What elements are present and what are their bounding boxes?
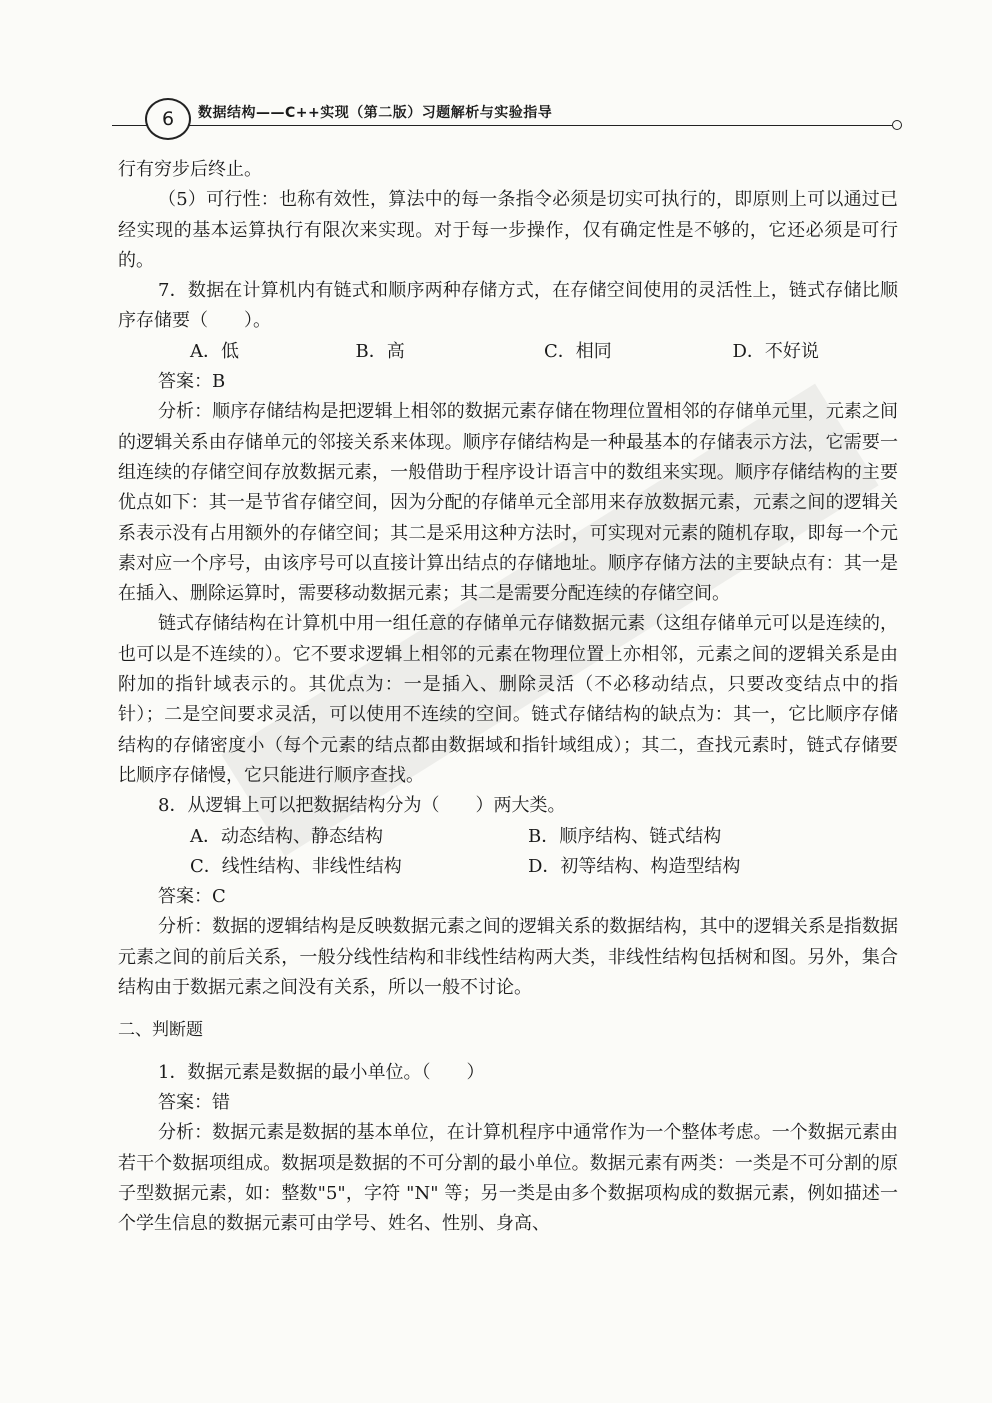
page-body — [118, 155, 898, 1239]
option-b: B．顺序结构、链式结构 — [528, 825, 722, 847]
question-7-analysis-cont: 链式存储结构在计算机中用一组任意的存储单元存储数据元素（这组存储单元可以是连续的，也可以是不连续的）。它不要求逻辑上相邻的元素在物理位置上亦相邻，元素之间的逻辑关系是由附加的指针域表示的。其优点为：一是插入、删除灵活（不必移动结点，只要改变结点中的指针）；二是空间要求灵活，可以使用不连续的空间。链式存储结构的缺点为：其一，它比顺序存储结构的存储密度小（每个元素的结点都由数据域和指针域组成）；其二，查找元素时，链式存储要比顺序存储慢，它只能进行顺序查找。 — [118, 613, 898, 786]
question-8-options-row2 — [118, 852, 898, 882]
header-rule — [112, 125, 892, 126]
question-8: 8．从逻辑上可以把数据结构分为（ ）两大类。 — [158, 795, 566, 817]
question-7: 7．数据在计算机内有链式和顺序两种存储方式，在存储空间使用的灵活性上，链式存储比顺序存储要（ ）。 — [118, 280, 898, 332]
option-a: A．动态结构、静态结构 — [190, 825, 383, 847]
header-rule-end — [892, 120, 902, 130]
option-a: A．低 — [190, 340, 239, 362]
page-number: 6 — [145, 98, 191, 140]
section-title: 二、判断题 — [118, 1020, 203, 1041]
question-7-answer: 答案：B — [158, 371, 226, 393]
judge-question-1-analysis: 分析：数据元素是数据的基本单位，在计算机程序中通常作为一个整体考虑。一个数据元素由若干个数据项组成。数据项是数据的不可分割的最小单位。数据元素有两类：一类是不可分割的原子型数据元素，如：整数"5"，字符 "N" 等；另一类是由多个数据项构成的数据元素，例如描述一个学生信息的数据元素可由学号、姓名、性别、身高、 — [118, 1122, 898, 1235]
paragraph-feasibility: （5）可行性：也称有效性，算法中的每一条指令必须是切实可执行的，即原则上可以通过已经实现的基本运算执行有限次来实现。对于每一步操作，仅有确定性是不够的，它还必须是可行的。 — [118, 189, 898, 271]
option-d: D．初等结构、构造型结构 — [528, 855, 741, 877]
question-7-analysis: 分析：顺序存储结构是把逻辑上相邻的数据元素存储在物理位置相邻的存储单元里，元素之间的逻辑关系由存储单元的邻接关系来体现。顺序存储结构是一种最基本的存储表示方法，它需要一组连续的存储空间存放数据元素，一般借助于程序设计语言中的数组来实现。顺序存储结构的主要优点如下：其一是节省存储空间，因为分配的存储单元全部用来存放数据元素，元素之间的逻辑关系表示没有占用额外的存储空间；其二是采用这种方法时，可实现对元素的随机存取，即每一个元素对应一个序号，由该序号可以直接计算出结点的存储地址。顺序存储方法的主要缺点有：其一是在插入、删除运算时，需要移动数据元素；其二是需要分配连续的存储空间。 — [118, 401, 898, 605]
question-7-options — [118, 337, 898, 367]
question-8-answer: 答案：C — [158, 886, 226, 908]
option-b: B．高 — [355, 340, 405, 362]
option-c: C．相同 — [544, 340, 612, 362]
paragraph: 行有穷步后终止。 — [118, 159, 262, 180]
page-header — [112, 96, 912, 140]
running-title: 数据结构——C++实现（第二版）习题解析与实验指导 — [198, 105, 553, 121]
judge-question-1-answer: 答案：错 — [158, 1091, 230, 1113]
judge-question-1: 1．数据元素是数据的最小单位。（ ） — [158, 1061, 485, 1083]
option-d: D．不好说 — [732, 340, 819, 362]
option-c: C．线性结构、非线性结构 — [190, 855, 402, 877]
question-8-options-row1 — [118, 822, 898, 852]
question-8-analysis: 分析：数据的逻辑结构是反映数据元素之间的逻辑关系的数据结构，其中的逻辑关系是指数据元素之间的前后关系，一般分线性结构和非线性结构两大类，非线性结构包括树和图。另外，集合结构由于数据元素之间没有关系，所以一般不讨论。 — [118, 916, 898, 999]
